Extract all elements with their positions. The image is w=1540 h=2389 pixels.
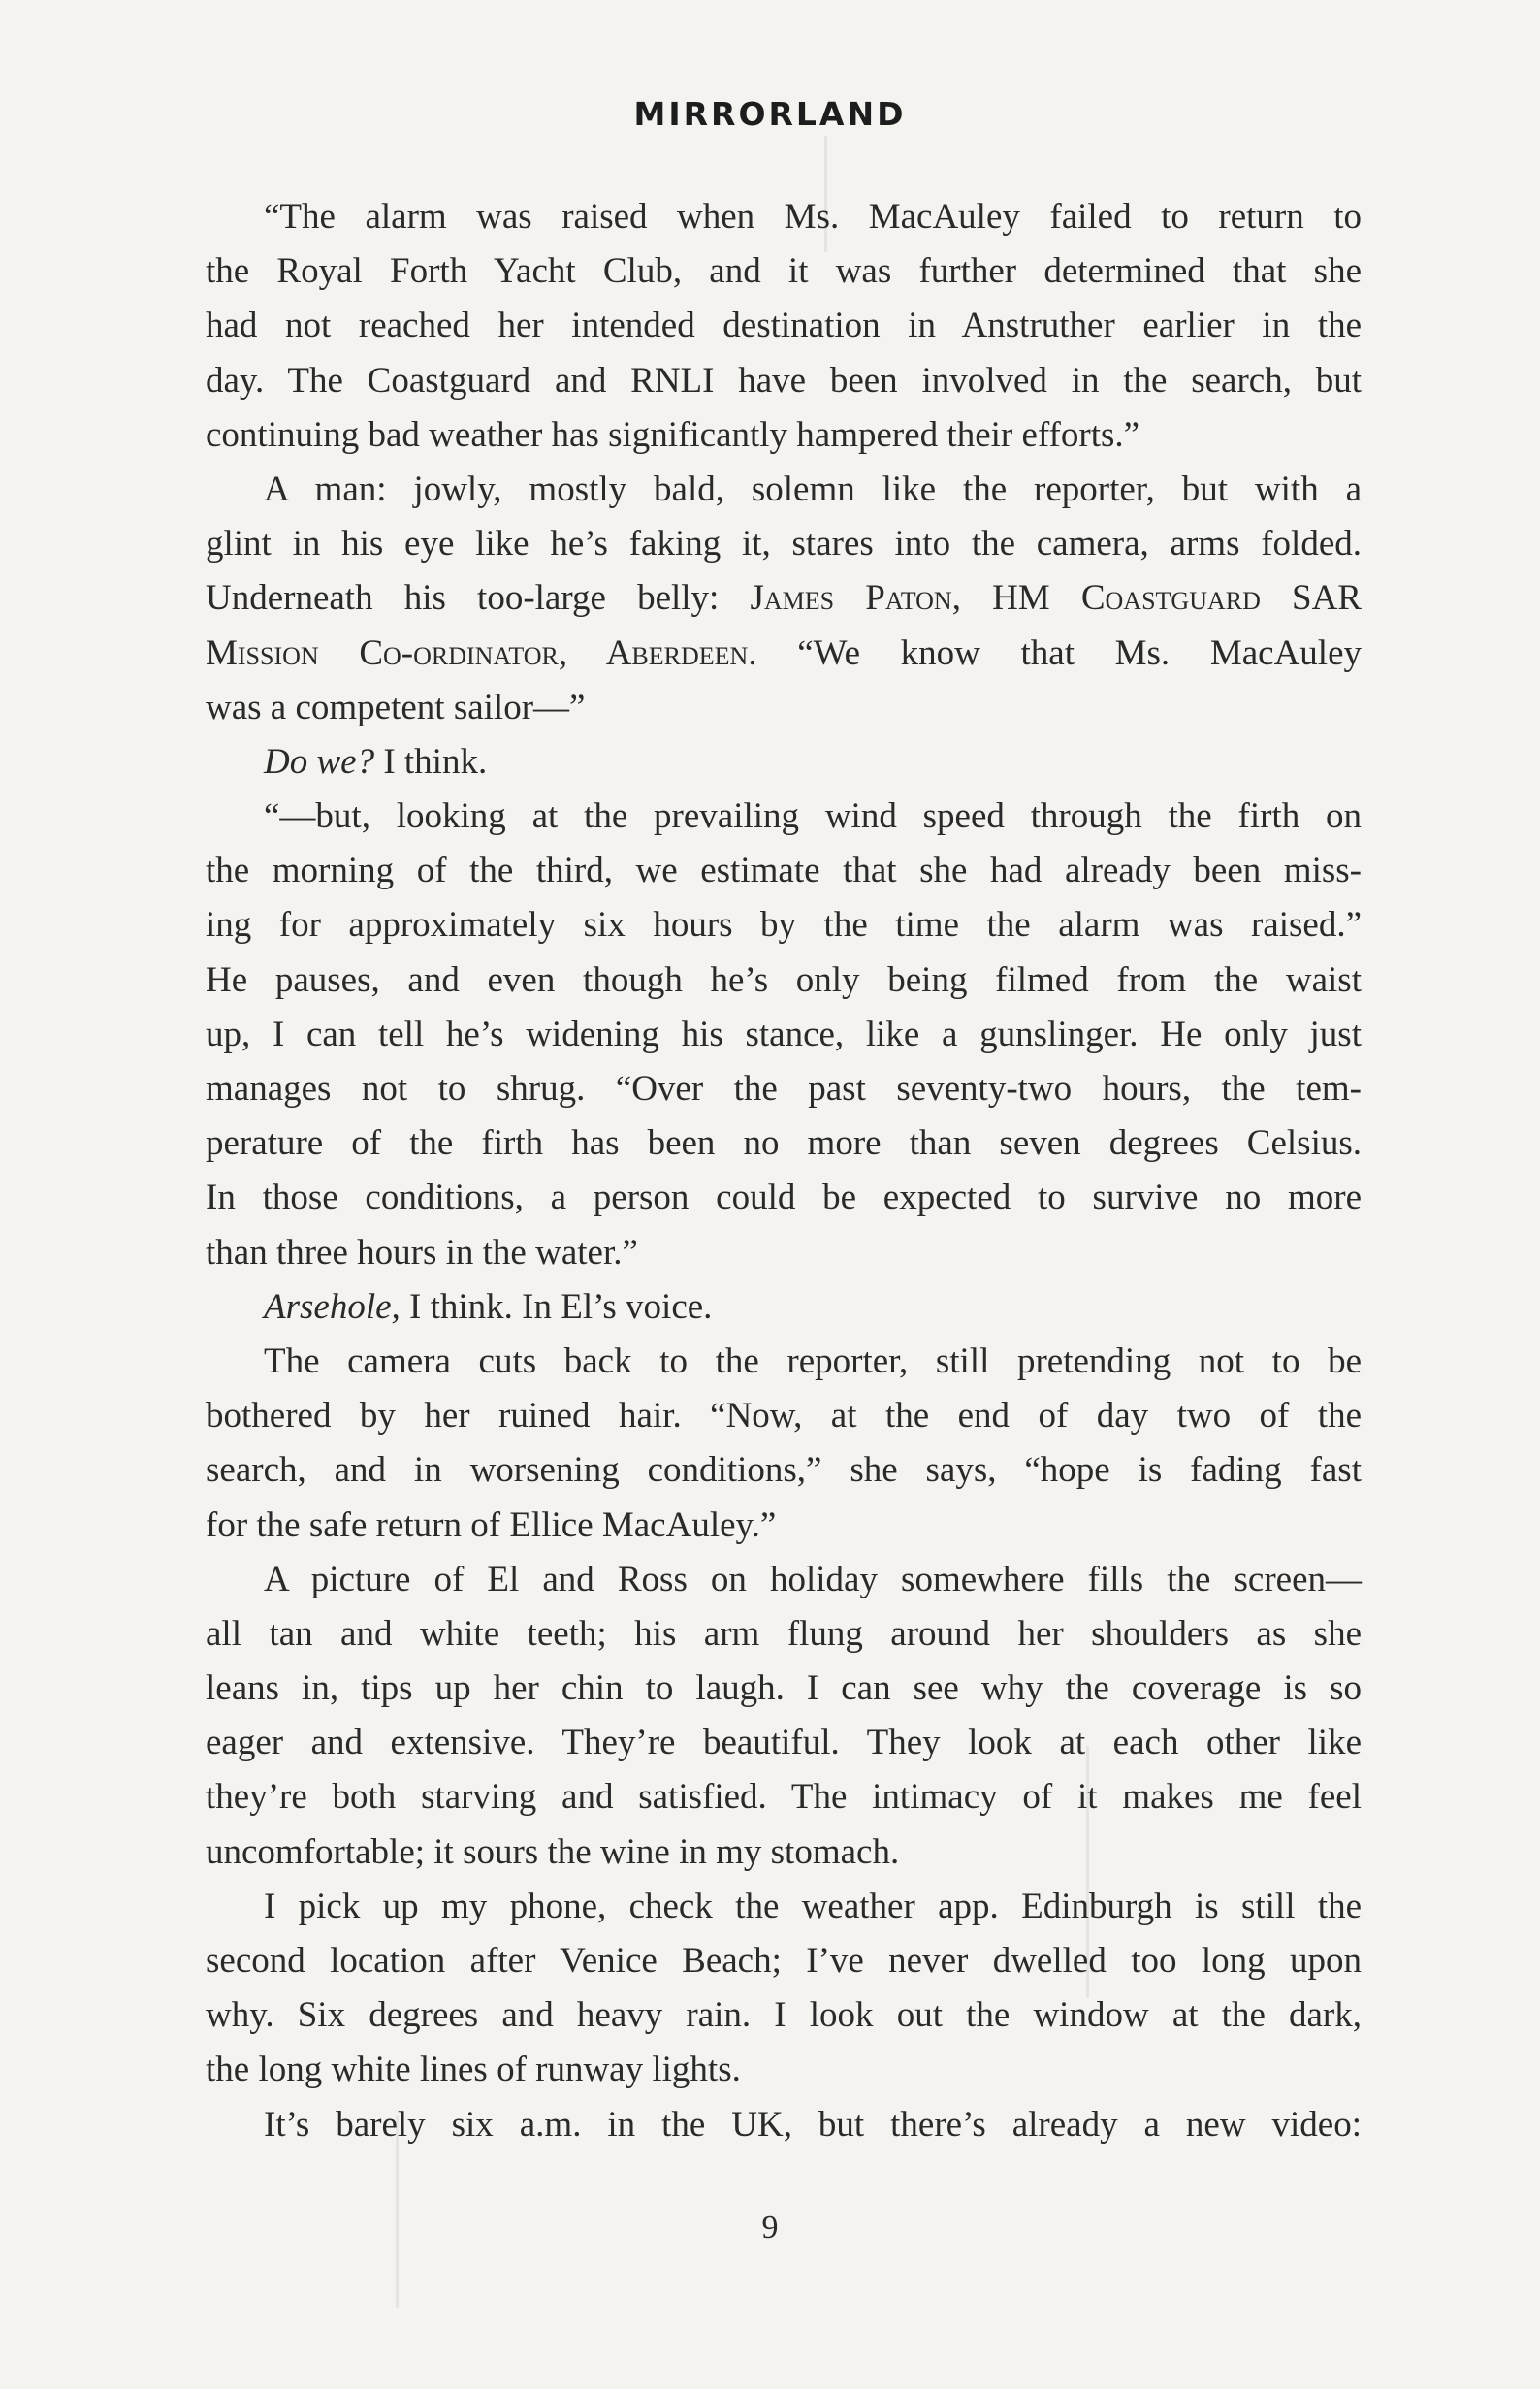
- text-line: than three hours in the water.”: [206, 1232, 638, 1273]
- text-line: eager and extensive. They’re beautiful. They look at each other like: [206, 1723, 1362, 1763]
- text-line: The camera cuts back to the reporter, still pretending not to be: [264, 1340, 1362, 1381]
- text-line: second location after Venice Beach; I’ve never dwelled too long upon: [206, 1941, 1362, 1981]
- text-line: all tan and white teeth; his arm flung around her shoulders as she: [206, 1613, 1362, 1654]
- text-fragment: Underneath his too-large belly:: [206, 578, 751, 619]
- caption-name: James Paton, HM Coastguard SAR: [750, 578, 1362, 619]
- text-line: “—but, looking at the prevailing wind speed through the firth on: [264, 796, 1362, 837]
- page-number: 9: [761, 2210, 779, 2245]
- text-line: [206, 1280, 1362, 1335]
- text-line: I pick up my phone, check the weather app. Edinburgh is still the: [264, 1886, 1362, 1926]
- caption-title: Mission Co-ordinator, Aberdeen.: [206, 632, 757, 673]
- text-line: glint in his eye like he’s faking it, stares into the camera, arms folded.: [206, 524, 1362, 565]
- text-line: It’s barely six a.m. in the UK, but there’s already a new video:: [264, 2104, 1362, 2145]
- text-line: “The alarm was raised when Ms. MacAuley failed to return to: [264, 197, 1362, 237]
- text-line: the long white lines of runway lights.: [206, 2050, 741, 2090]
- text-line: [206, 571, 1362, 626]
- running-title: MIRRORLAND: [633, 95, 907, 133]
- text-line: was a competent sailor—”: [206, 687, 586, 727]
- text-line: had not reached her intended destination in Anstruther earlier in the: [206, 306, 1362, 346]
- text-line: for the safe return of Ellice MacAuley.”: [206, 1504, 777, 1545]
- text-line: the Royal Forth Yacht Club, and it was further determined that she: [206, 251, 1362, 292]
- text-line: A man: jowly, mostly bald, solemn like the reporter, but with a: [264, 468, 1362, 509]
- text-line: they’re both starving and satisfied. The intimacy of it makes me feel: [206, 1777, 1362, 1818]
- text-line: [206, 627, 1362, 681]
- text-line: bothered by her ruined hair. “Now, at the end of day two of the: [206, 1396, 1362, 1437]
- text-line: perature of the firth has been no more than seven degrees Celsius.: [206, 1123, 1362, 1164]
- text-line: leans in, tips up her chin to laugh. I can see why the coverage is so: [206, 1668, 1362, 1709]
- text-line: uncomfortable; it sours the wine in my stomach.: [206, 1831, 900, 1872]
- text-fragment: I think. In El’s voice.: [400, 1286, 713, 1327]
- text-line: manages not to shrug. “Over the past seventy-two hours, the tem-: [206, 1069, 1362, 1109]
- text-line: up, I can tell he’s widening his stance, like a gunslinger. He only just: [206, 1014, 1362, 1054]
- text-line: why. Six degrees and heavy rain. I look out the window at the dark,: [206, 1995, 1362, 2036]
- text-line: [206, 735, 1362, 790]
- text-line: day. The Coastguard and RNLI have been involved in the search, but: [206, 360, 1362, 401]
- body-text: [206, 190, 1362, 2152]
- text-fragment: “We know that Ms. MacAuley: [756, 632, 1362, 673]
- text-line: search, and in worsening conditions,” she says, “hope is fading fast: [206, 1450, 1362, 1491]
- text-fragment: I think.: [374, 741, 488, 782]
- italic-thought: Arsehole,: [264, 1286, 401, 1327]
- italic-thought: Do we?: [264, 741, 375, 782]
- text-line: continuing bad weather has significantly hampered their efforts.”: [206, 414, 1140, 455]
- text-line: In those conditions, a person could be expected to survive no more: [206, 1178, 1362, 1218]
- text-line: A picture of El and Ross on holiday somewhere fills the screen—: [264, 1559, 1362, 1599]
- text-line: the morning of the third, we estimate that she had already been miss-: [206, 851, 1362, 891]
- text-line: ing for approximately six hours by the time the alarm was raised.”: [206, 905, 1362, 946]
- text-line: He pauses, and even though he’s only being filmed from the waist: [206, 959, 1362, 1000]
